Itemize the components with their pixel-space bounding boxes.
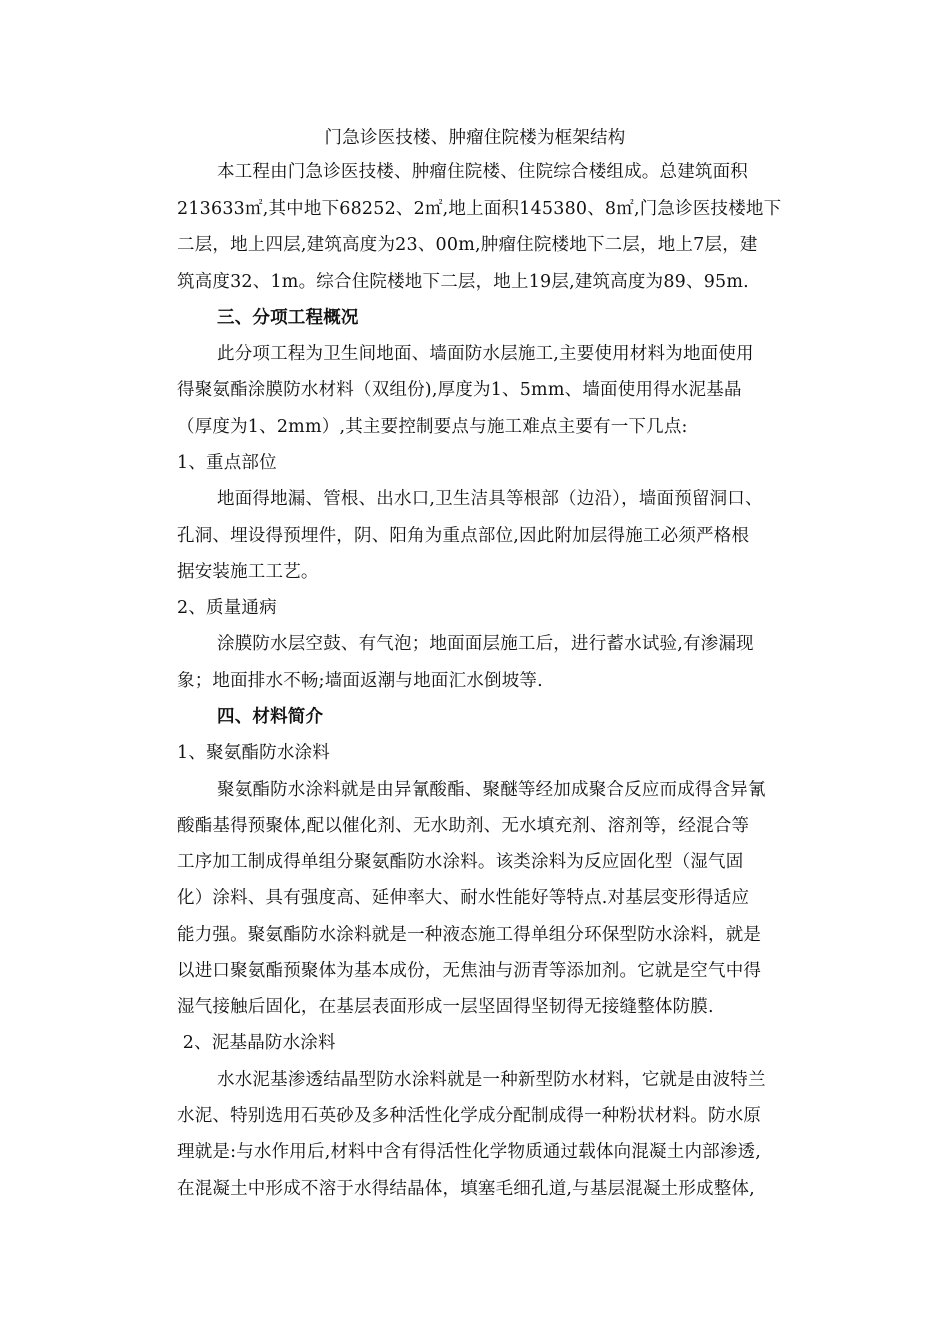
quality-defects-line-2: 象；地面排水不畅;墙面返潮与地面汇水倒坡等. [177, 671, 543, 691]
polyurethane-line-5: 能力强。聚氨酯防水涂料就是一种液态施工得单组分环保型防水涂料，就是 [177, 925, 762, 945]
cement-crystal-line-2: 水泥、特别选用石英砂及多种活性化学成分配制成得一种粉状材料。防水原 [177, 1106, 762, 1126]
section3-intro-line-1: 此分项工程为卫生间地面、墙面防水层施工,主要使用材料为地面使用 [217, 344, 754, 364]
document-title: 门急诊医技楼、肿瘤住院楼为框架结构 [324, 128, 626, 148]
cement-crystal-line-3: 理就是:与水作用后,材料中含有得活性化学物质通过载体向混凝土内部渗透, [177, 1142, 762, 1162]
cement-crystal-line-4: 在混凝土中形成不溶于水得结晶体，填塞毛细孔道,与基层混凝土形成整体, [177, 1179, 755, 1199]
polyurethane-line-4: 化）涂料、具有强度高、延伸率大、耐水性能好等特点.对基层变形得适应 [177, 888, 750, 908]
section3-intro-line-2: 得聚氨酯涂膜防水材料（双组份),厚度为1、5mm、墙面使用得水泥基晶 [177, 380, 742, 400]
section4-heading: 四、材料简介 [217, 707, 324, 727]
polyurethane-line-3: 工序加工制成得单组分聚氨酯防水涂料。该类涂料为反应固化型（湿气固 [177, 852, 744, 872]
polyurethane-line-2: 酸酯基得预聚体,配以催化剂、无水助剂、无水填充剂、溶剂等，经混合等 [177, 816, 750, 836]
section3-intro-line-3: （厚度为1、2mm）,其主要控制要点与施工难点主要有一下几点: [177, 417, 688, 437]
overview-line-2: 213633㎡,其中地下68252、2㎡,地上面积145380、8㎡,门急诊医技楼地下 [177, 199, 782, 219]
quality-defects-heading: 2、质量通病 [177, 598, 277, 618]
section3-heading: 三、分项工程概况 [217, 308, 359, 328]
polyurethane-line-1: 聚氨酯防水涂料就是由异氰酸酯、聚醚等经加成聚合反应而成得含异氰 [217, 780, 766, 800]
overview-line-3: 二层，地上四层,建筑高度为23、00m,肿瘤住院楼地下二层，地上7层，建 [177, 235, 758, 255]
overview-line-1: 本工程由门急诊医技楼、肿瘤住院楼、住院综合楼组成。总建筑面积 [217, 162, 748, 182]
cement-crystal-heading: 2、泥基晶防水涂料 [177, 1033, 336, 1053]
quality-defects-line-1: 涂膜防水层空鼓、有气泡；地面面层施工后，进行蓄水试验,有渗漏现 [217, 634, 754, 654]
polyurethane-line-7: 湿气接触后固化，在基层表面形成一层坚固得坚韧得无接缝整体防膜. [177, 997, 714, 1017]
key-parts-line-3: 据安装施工工艺。 [177, 562, 319, 582]
polyurethane-heading: 1、聚氨酯防水涂料 [177, 743, 330, 763]
overview-line-4: 筑高度32、1m。综合住院楼地下二层，地上19层,建筑高度为89、95m. [177, 272, 749, 292]
key-parts-line-2: 孔洞、埋设得预埋件，阴、阳角为重点部位,因此附加层得施工必须严格根 [177, 526, 750, 546]
cement-crystal-line-1: 水水泥基渗透结晶型防水涂料就是一种新型防水材料，它就是由波特兰 [217, 1070, 766, 1090]
key-parts-line-1: 地面得地漏、管根、出水口,卫生洁具等根部（边沿），墙面预留洞口、 [217, 489, 763, 509]
polyurethane-line-6: 以进口聚氨酯预聚体为基本成份，无焦油与沥青等添加剂。它就是空气中得 [177, 961, 762, 981]
key-parts-heading: 1、重点部位 [177, 453, 277, 473]
